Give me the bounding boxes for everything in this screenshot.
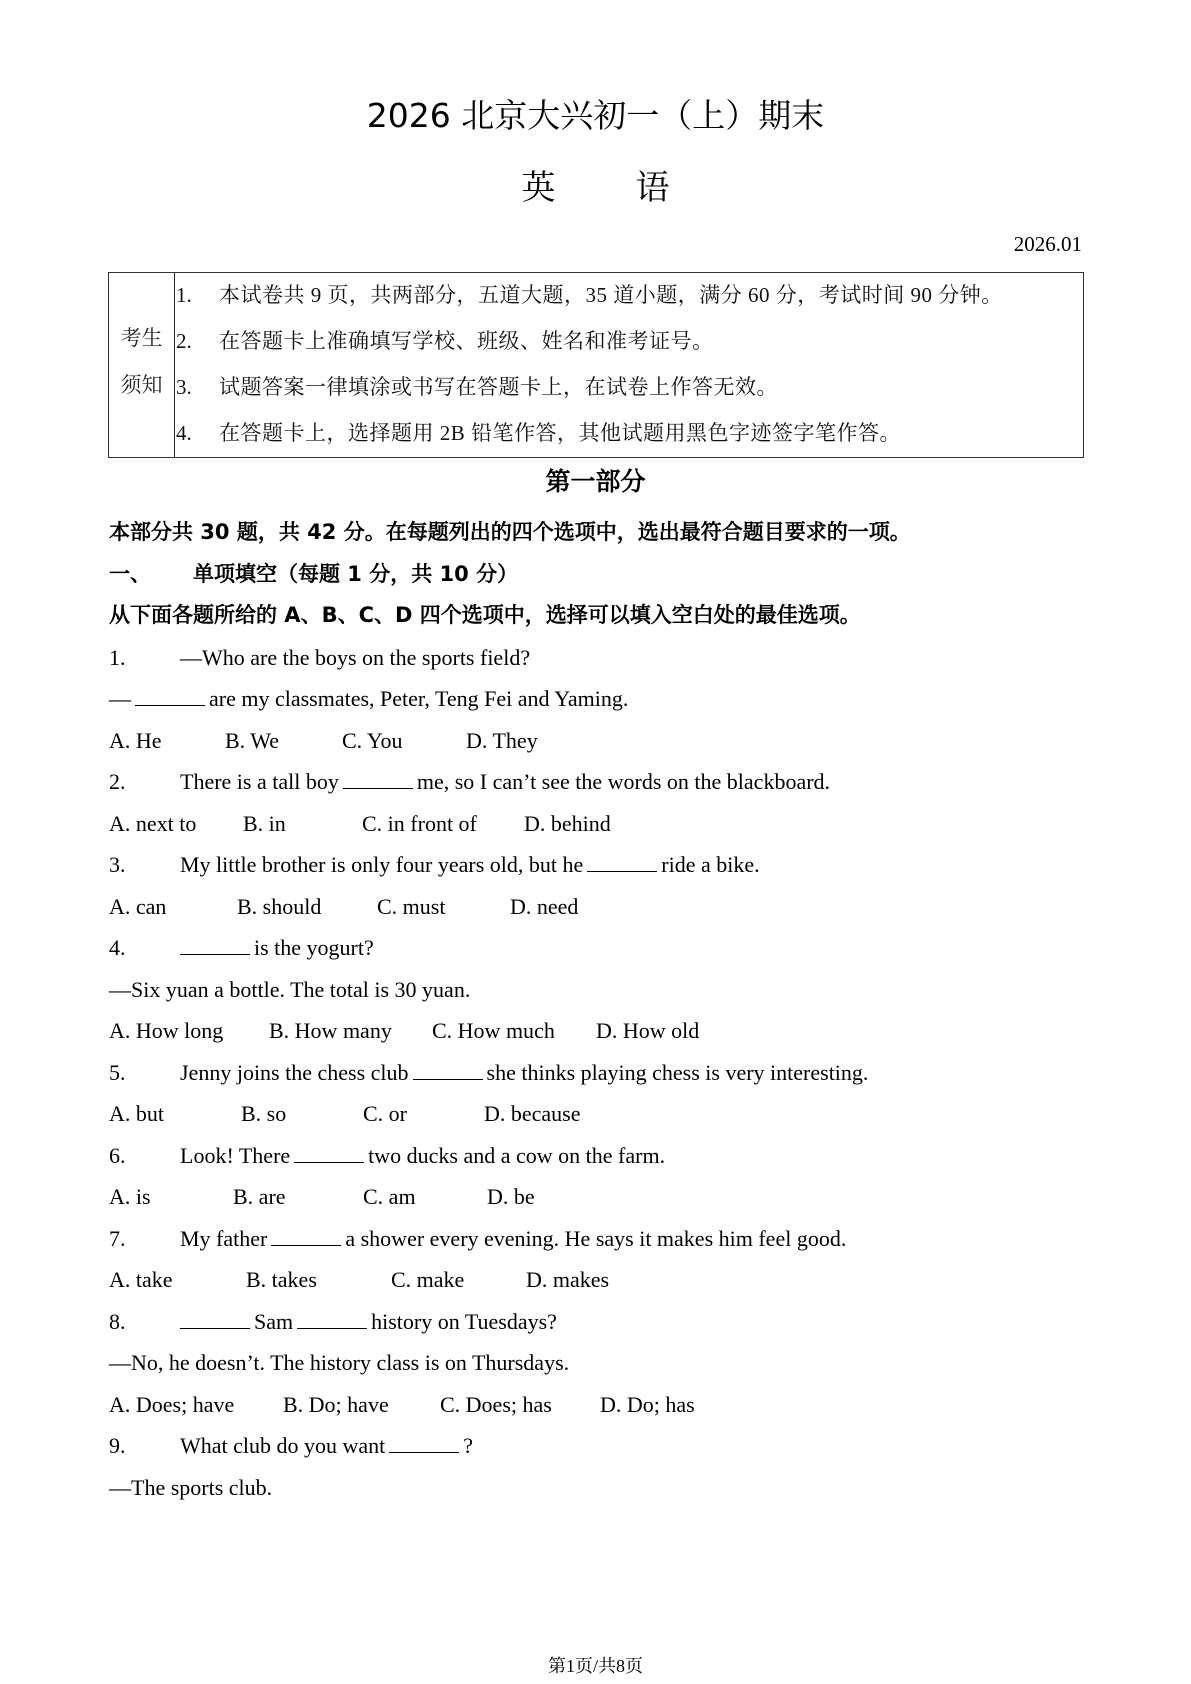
option-b: B. How many [269,1018,392,1043]
option-a: A. Does; have [109,1391,235,1417]
question-text: are my classmates, Peter, Teng Fei and Yaming. [209,686,629,711]
notice-item-num: 1. [176,283,192,307]
notice-item [175,275,1083,321]
question-text: she thinks playing chess is very interesting. [486,1059,869,1085]
option-d: D. Do; has [600,1391,695,1417]
subject-char-1: 英 [521,168,556,208]
question-stem [109,1301,1109,1343]
question-text: My little brother is only four years old, but he [180,852,584,877]
option-d: D. They [466,727,538,753]
answer-blank [343,770,413,789]
option-b: B. Do; have [283,1391,389,1417]
question-options [109,803,1109,845]
question-number: 3. [109,852,126,877]
notice-items [175,273,1083,457]
page-number: 第1页/共8页 [547,1656,643,1676]
question-number: 6. [109,1142,126,1168]
section-title: 单项填空（每题 1 分，共 10 分） [193,561,519,586]
option-a: A. take [109,1267,173,1292]
subject-char-2: 语 [635,168,670,208]
exam-date: 2026.01 [1013,232,1082,256]
notice-item-text: 本试卷共 9 页，共两部分，五道大题，35 道小题，满分 60 分，考试时间 90 分钟。 [219,283,1003,307]
subject-title [0,160,1191,209]
question-text: Sam [254,1308,294,1334]
question-number: 4. [109,935,126,960]
question-text: There is a tall boy [180,769,339,794]
notice-label [109,273,175,457]
exam-title: 2026 北京大兴初一（上）期末 [366,96,825,135]
answer-blank [294,1144,364,1163]
question-options [109,1259,1109,1301]
questions-content [109,512,1109,1508]
exam-notice-box [108,272,1084,458]
question-stem [109,761,1109,803]
question-options [109,1176,1109,1218]
option-c: C. You [342,727,403,753]
question-text: Look! There [180,1142,291,1168]
part-title: 第一部分 [545,467,646,496]
option-b: B. We [225,727,280,753]
section-heading [109,554,1109,596]
notice-item-text: 在答题卡上准确填写学校、班级、姓名和准考证号。 [219,329,714,353]
question-options [109,1384,1109,1426]
answer-blank [297,1310,367,1329]
question-text: ride a bike. [661,852,760,877]
question-options [109,1093,1109,1135]
option-d: D. behind [524,810,611,836]
question-stem [109,927,1109,969]
option-b: B. so [241,1101,287,1126]
option-d: D. makes [526,1267,610,1292]
notice-item [175,321,1083,367]
answer-blank [587,853,657,872]
option-d: D. be [487,1184,535,1209]
answer-blank [180,936,250,955]
question-text: is the yogurt? [254,935,374,960]
option-d: D. How old [596,1018,700,1043]
question-stem [109,1052,1109,1094]
question-text: What club do you want [180,1433,386,1458]
option-a: A. is [109,1184,151,1209]
answer-blank [271,1227,341,1246]
option-d: D. because [484,1101,581,1126]
question-number: 2. [109,769,126,794]
question-number: 7. [109,1225,126,1251]
notice-item-num: 4. [176,421,192,445]
question-text: history on Tuesdays? [371,1308,557,1334]
section-instruction: 从下面各题所给的 A、B、C、D 四个选项中，选择可以填入空白处的最佳选项。 [109,603,861,627]
question-number: 1. [109,644,126,670]
question-stem [109,1135,1109,1177]
option-c: C. must [377,893,446,919]
question-text: a shower every evening. He says it makes him feel good. [345,1225,847,1251]
option-c: C. Does; has [440,1391,552,1417]
question-stem [109,1425,1109,1467]
question-text: —Who are the boys on the sports field? [180,644,531,670]
question-text: me, so I can’t see the words on the blackboard. [416,769,831,794]
option-c: C. am [363,1184,416,1209]
question-reply [109,678,1109,720]
question-number: 5. [109,1059,126,1085]
notice-item-num: 3. [176,375,192,399]
option-a: A. but [109,1101,164,1126]
question-number: 8. [109,1308,126,1334]
question-options [109,886,1109,928]
option-b: B. in [243,810,286,836]
question-text: two ducks and a cow on the farm. [368,1142,666,1168]
option-a: A. How long [109,1018,224,1043]
option-a: A. can [109,893,167,919]
notice-label-line-1: 考生 [120,326,163,350]
option-d: D. need [510,893,579,919]
option-c: C. How much [432,1018,555,1043]
question-reply: —No, he doesn’t. The history class is on Thursdays. [109,1350,570,1375]
question-text: Jenny joins the chess club [180,1059,409,1085]
answer-blank [180,1310,250,1329]
question-stem [109,637,1109,679]
question-reply: —The sports club. [109,1474,273,1500]
option-b: B. are [233,1184,286,1209]
notice-item-text: 在答题卡上，选择题用 2B 铅笔作答，其他试题用黑色字迹签字笔作答。 [219,421,902,445]
question-reply: —Six yuan a bottle. The total is 30 yuan. [109,976,471,1002]
option-b: B. takes [246,1267,317,1292]
notice-item-text: 试题答案一律填涂或书写在答题卡上，在试卷上作答无效。 [219,375,778,399]
option-a: A. next to [109,810,197,836]
answer-blank [135,687,205,706]
option-c: C. in front of [362,810,477,836]
question-options [109,720,1109,762]
question-stem [109,844,1109,886]
question-stem [109,1218,1109,1260]
answer-blank [389,1434,459,1453]
option-c: C. or [363,1101,407,1126]
notice-item [175,413,1083,459]
option-b: B. should [237,893,322,919]
question-text: ? [463,1433,474,1458]
part-intro: 本部分共 30 题，共 42 分。在每题列出的四个选项中，选出最符合题目要求的一项。 [109,520,911,544]
answer-blank [413,1061,483,1080]
option-a: A. He [109,727,162,753]
option-c: C. make [391,1267,465,1292]
notice-item [175,367,1083,413]
question-number: 9. [109,1433,126,1458]
question-text: My father [180,1225,268,1251]
question-options [109,1010,1109,1052]
section-number: 一、 [109,561,151,586]
notice-label-line-2: 须知 [120,373,163,397]
dash: — [109,686,131,711]
notice-item-num: 2. [176,329,192,353]
